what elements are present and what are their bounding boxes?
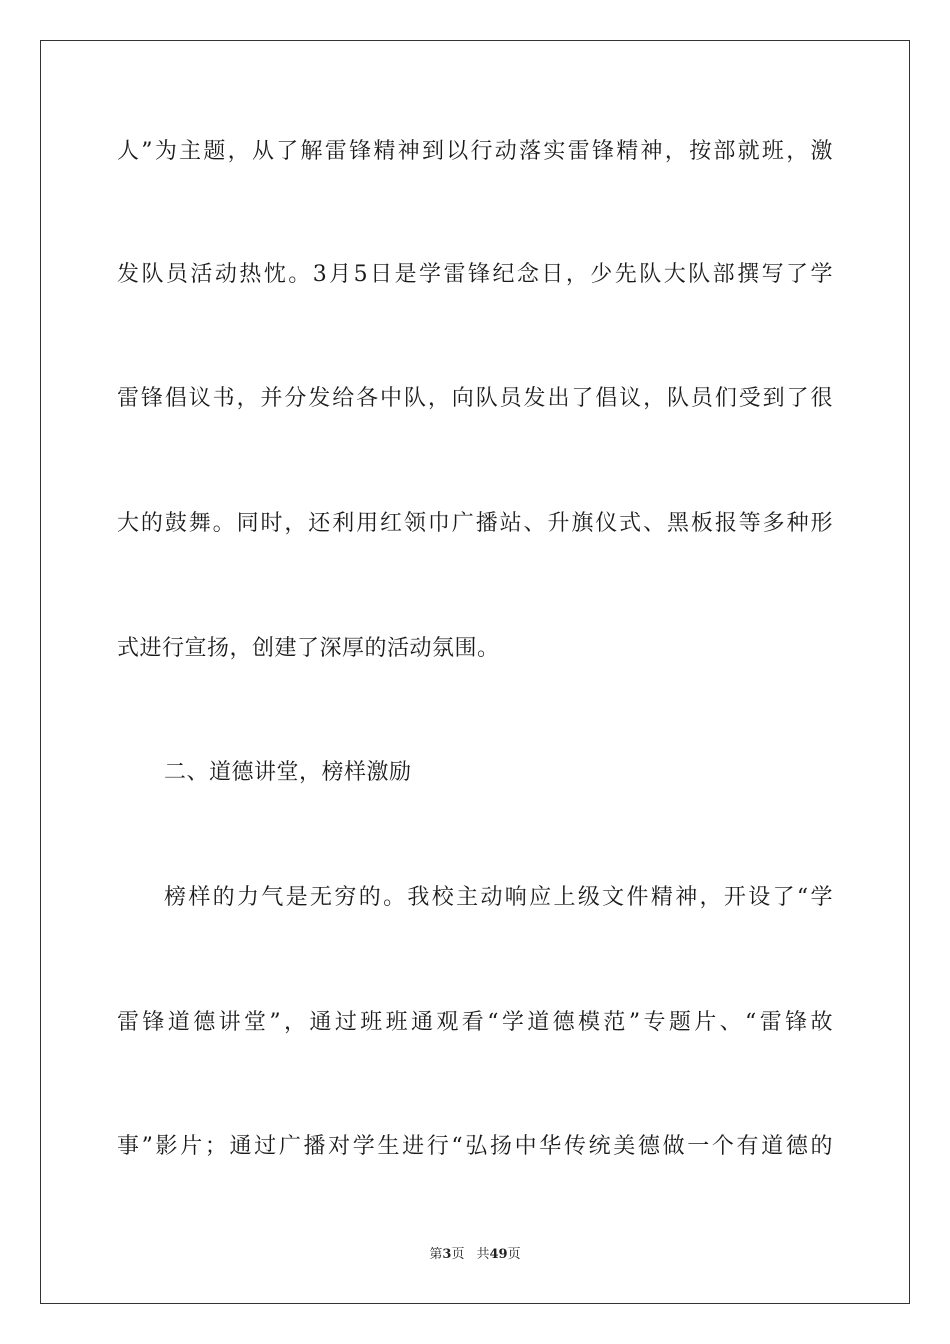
footer-total-pages: 49 xyxy=(489,1247,508,1262)
section-heading: 二、道德讲堂，榜样激励 xyxy=(164,760,412,785)
footer-page-prefix: 第 xyxy=(429,1247,443,1262)
body-line-2: 发队员活动热忱。3月5日是学雷锋纪念日，少先队大队部撰写了学 xyxy=(117,262,833,287)
body-line-4: 大的鼓舞。同时，还利用红领巾广播站、升旗仪式、黑板报等多种形 xyxy=(117,511,833,536)
page-footer xyxy=(0,1246,950,1264)
body-line-1: 人”为主题，从了解雷锋精神到以行动落实雷锋精神，按部就班，激 xyxy=(117,139,833,164)
body-line-9: 事”影片；通过广播对学生进行“弘扬中华传统美德做一个有道德的 xyxy=(117,1134,833,1159)
body-line-7: 榜样的力气是无穷的。我校主动响应上级文件精神，开设了“学 xyxy=(164,885,833,910)
footer-total-suffix: 页 xyxy=(507,1247,521,1262)
body-line-5: 式进行宣扬，创建了深厚的活动氛围。 xyxy=(117,636,500,661)
footer-page-suffix: 页 xyxy=(451,1247,465,1262)
body-line-3: 雷锋倡议书，并分发给各中队，向队员发出了倡议，队员们受到了很 xyxy=(117,386,833,411)
page-border xyxy=(40,40,910,1304)
body-line-8: 雷锋道德讲堂”，通过班班通观看“学道德模范”专题片、“雷锋故 xyxy=(117,1010,833,1035)
footer-total-prefix: 共 xyxy=(476,1247,490,1262)
footer-page-number: 3 xyxy=(442,1247,452,1262)
